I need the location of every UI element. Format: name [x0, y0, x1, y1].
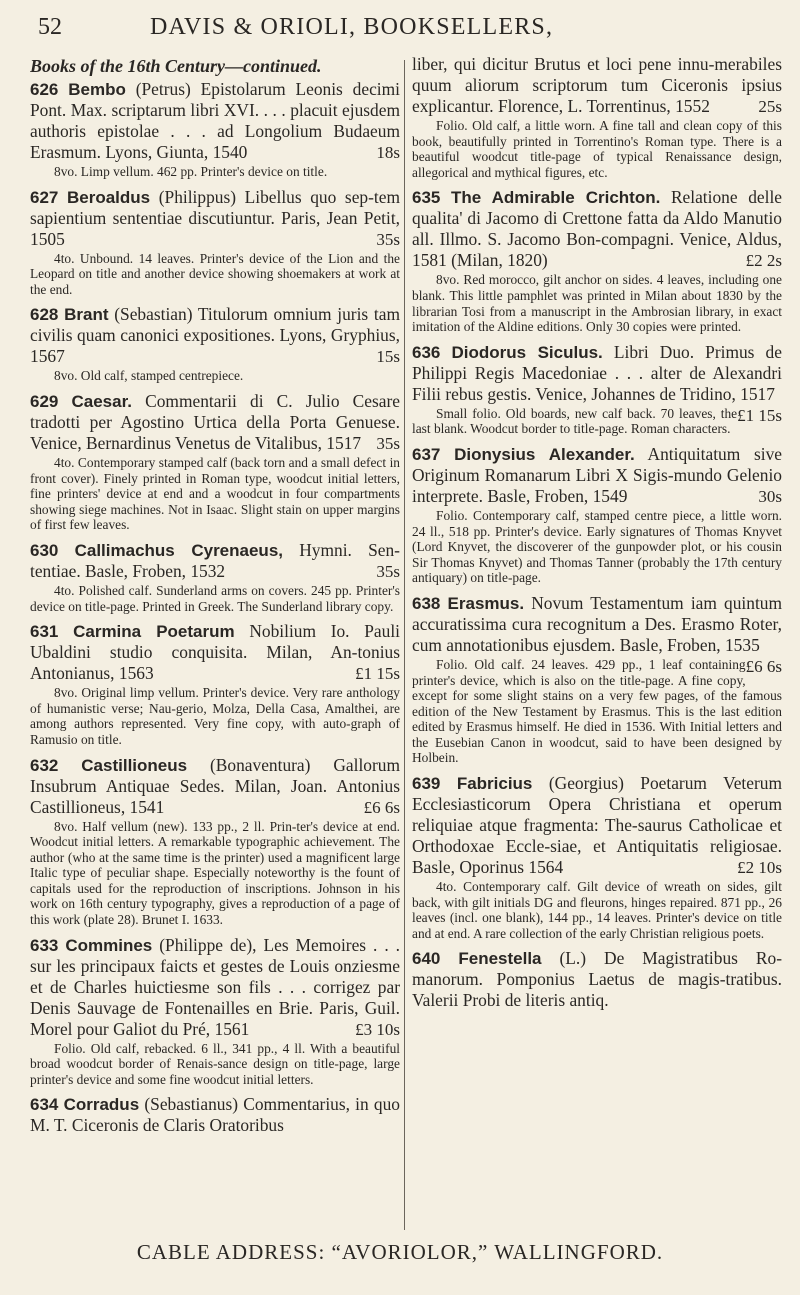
entry-description: Folio. Old calf, a little worn. A fine tall and clean copy of this book, beautifully printed in Torrentino's Roman type. There is a beautiful woodcut title-page of typical Renaissance design, allegorical and mythical figures, etc.: [412, 118, 782, 180]
entry-heading: [412, 948, 782, 1011]
entry-heading: [30, 79, 400, 163]
entry-title-text: (Philippus) Libellus quo sep-tem sapientium sententiae discutiuntur. Paris, Jean Petit, 1505: [30, 186, 400, 249]
entry-author: Corradus: [63, 1095, 140, 1115]
section-title: Books of the 16th Century—continued.: [30, 56, 322, 76]
entry-title-text: (Petrus) Epistolarum Leonis decimi Pont. Max. scriptarum libri XVI. . . . placuit ejusdem authoris epistolae . . . ad Longolium Budaeum Erasmum. Lyons, Giunta, 1540: [30, 79, 400, 162]
entry-author: Castillioneus: [81, 755, 188, 775]
entry-price: 15s: [376, 347, 400, 367]
catalogue-entry: [30, 935, 400, 1088]
entry-description: 4to. Contemporary calf. Gilt device of wreath on sides, gilt back, with gilt initials DG and fleurons, hinges repaired. 871 pp., 26 leaves (incl. one blank), 144 pp., 14 leaves. Printer's device on title and at end. A rare collection of the early Christian religious poets.: [412, 879, 782, 941]
page-header: [30, 4, 770, 56]
column-divider: [404, 60, 405, 1230]
entry-title-text: liber, qui dicitur Brutus et loci pene innu-merabiles quum aliorum scriptorum tum Ciceronis ipsius explicantur. Florence, L. Torrentinus, 1552: [412, 54, 782, 116]
entry-price: 30s: [758, 486, 782, 506]
entry-description: 4to. Contemporary stamped calf (back torn and a small defect in front cover). Finely printed in Roman type, woodcut initial letters, fine printers' device at end and a woodcut in four compartments showing siege machines. Not in Isaac. Slight stain on upper margins of first few leaves.: [30, 454, 400, 533]
entry-heading: [30, 755, 400, 818]
entry-heading: [30, 935, 400, 1040]
catalogue-entry: [412, 54, 782, 180]
right-column: [412, 54, 782, 1234]
entry-author: Bembo: [68, 80, 126, 99]
lot-number: 626: [30, 80, 59, 99]
catalogue-entry: [30, 304, 400, 384]
lot-number: 631: [30, 622, 59, 642]
entry-heading: [30, 391, 400, 454]
lot-number: 628: [30, 305, 59, 325]
lot-number: 627: [30, 187, 59, 207]
catalogue-entry: [412, 948, 782, 1011]
entry-title-text: Relatione delle qualita' di Jacomo di Crettone fatta da Aldo Manutio all. Illmo. S. Jacomo Bon-compagni. Venice, Aldus, 1581 (Milan, 1820): [412, 187, 782, 271]
entry-price: £3 10s: [355, 1019, 400, 1039]
entry-price: 35s: [376, 433, 400, 453]
entry-price: £6 6s: [363, 797, 400, 817]
entry-title-text: Libri Duo. Primus de Philippi Regis Macedoniae . . . alter de Alexandri Filii rebus gestis. Venice, Johannes de Tridino, 1517: [412, 341, 782, 404]
lot-number: 632: [30, 755, 59, 775]
catalogue-entry: [412, 593, 782, 766]
entry-author: Beroaldus: [66, 187, 151, 207]
entry-description: Small folio. Old boards, new calf back. 70 leaves, the last blank. Woodcut border to title-page. Roman characters.: [412, 405, 738, 437]
catalogue-entry: [30, 79, 400, 180]
entry-title-text: (Georgius) Poetarum Veterum Ecclesiasticorum Opera Christiana et operum reliquiae atque fragmenta: The-saurus Catholicae et Orthodoxae Eccle-siae, et Antiquitatis religiosae. Basle, Oporinus 1564: [412, 773, 782, 878]
entry-author: The Admirable Crichton.: [451, 188, 661, 208]
entry-title-text: (Sebastianus) Commentarius, in quo M. T. Ciceronis de Claris Oratoribus: [30, 1094, 400, 1136]
entry-heading: [412, 592, 782, 676]
page-number: 52: [38, 14, 62, 40]
catalogue-entry: [412, 342, 782, 437]
entry-description: Folio. Old calf, rebacked. 6 ll., 341 pp., 4 ll. With a beautiful broad woodcut border of Renais-sance design on title-page, large printer's device and some fine woodcut initial letters.: [30, 1040, 400, 1087]
entry-description: 4to. Polished calf. Sunderland arms on covers. 245 pp. Printer's device on title-page. Printed in Greek. The Sunderland library copy.: [30, 582, 400, 614]
entry-title-text: Hymni. Sen-tentiae. Basle, Froben, 1532: [30, 539, 400, 581]
entry-description: 8vo. Limp vellum. 462 pp. Printer's device on title.: [54, 164, 328, 179]
entry-author: Callimachus Cyrenaeus,: [74, 540, 283, 560]
catalogue-entry: [30, 187, 400, 298]
entry-description: 8vo. Old calf, stamped centrepiece.: [54, 368, 244, 384]
entry-author: Commines: [65, 935, 153, 955]
entry-title-text: (Bonaventura) Gallorum Insubrum Antiquae Sedes. Milan, Joan. Antonius Castillioneus, 1541: [30, 754, 400, 817]
lot-number: 629: [30, 391, 59, 411]
lot-number: 635: [412, 188, 441, 208]
entry-price: 35s: [376, 561, 400, 581]
entry-author: Dionysius Alexander.: [454, 444, 635, 464]
catalogue-entry: [412, 773, 782, 941]
entry-heading: [30, 187, 400, 250]
entry-author: Fenestella: [458, 949, 542, 969]
catalogue-entry: [30, 391, 400, 533]
catalogue-entry: [30, 621, 400, 747]
entry-heading: [412, 444, 782, 507]
entry-price: £1 15s: [355, 664, 400, 684]
entry-heading: [30, 304, 400, 367]
entry-description: 4to. Unbound. 14 leaves. Printer's device of the Lion and the Leopard on title and another device showing shoemakers at work at the end.: [30, 250, 400, 297]
entry-description: Folio. Old calf. 24 leaves. 429 pp., 1 leaf containing printer's device, which is also on the title-page. A fine copy, except for some slight stains on a very few pages, of the famous edition of the New Testament by Erasmus. This is the last edition edited by Erasmus himself. He died in 1536. With Initial letters and the Eusebian Canon in woodcut, said to have been designed by Holbein.: [412, 656, 782, 766]
lot-number: 636: [412, 342, 441, 362]
running-head: DAVIS & ORIOLI, BOOKSELLERS,: [150, 14, 554, 40]
entry-heading: [412, 187, 782, 271]
lot-number: 640: [412, 949, 441, 969]
entry-title-text: (L.) De Magistratibus Ro-manorum. Pomponius Laetus de magis-tratibus. Valerii Probi de literis antiq.: [412, 948, 782, 1011]
entry-title-text: Nobilium Io. Pauli Ubaldini studio conquisita. Milan, An-tonius Antonianus, 1563: [30, 621, 400, 684]
entry-heading: [412, 54, 782, 117]
entry-author: Caesar.: [71, 391, 132, 411]
entry-description: Folio. Contemporary calf, stamped centre piece, a little worn. 24 ll., 518 pp. Printer's device. Early signatures of Thomas Knyvet (Lord Knyvet, the discoverer of the gunpowder plot, or his cousin Sir Thomas Knyvet) and Thomas Tanner (probably the 17th century antiquary) on title-page.: [412, 507, 782, 586]
lot-number: 639: [412, 774, 441, 794]
entry-price: 35s: [376, 229, 400, 249]
entry-price: £2 10s: [737, 858, 782, 878]
entry-title-text: Novum Testamentum iam quintum accuratissima cura recognitum a Des. Erasmo Roter, cum annotationibus ejusdem. Basle, Froben, 1535: [412, 592, 782, 655]
catalogue-entry: [30, 755, 400, 928]
lot-number: 634: [30, 1095, 59, 1115]
lot-number: 637: [412, 444, 441, 464]
left-column: [30, 54, 400, 1234]
entry-price: £1 15s: [737, 405, 782, 425]
catalogue-entry: [30, 540, 400, 614]
left-entry-list: [30, 79, 400, 1136]
entry-price: 18s: [376, 143, 400, 162]
entry-title-text: Antiquitatum sive Originum Romanarum Libri X Sigis-mundo Gelenio interprete. Basle, Froben, 1549: [412, 443, 782, 506]
catalogue-entry: [30, 1094, 400, 1136]
entry-price: 25s: [758, 97, 782, 116]
right-entry-list: [412, 54, 782, 1011]
entry-heading: [30, 621, 400, 684]
entry-title-text: (Sebastian) Titulorum omnium juris tam civilis quam canonici expositiones. Lyons, Gryphius, 1567: [30, 304, 400, 367]
entry-price: £2 2s: [745, 251, 782, 271]
entry-title-text: (Philippe de), Les Memoires . . . sur les principaux faicts et gestes de Louis onziesme et de Charles huictiesme son fils . . . corrigez par Denis Sauvage de Fontenailles en Brie. Paris, Guil. Morel pour Galiot du Pré, 1561: [30, 934, 400, 1039]
entry-author: Carmina Poetarum: [73, 622, 235, 642]
page-footer: CABLE ADDRESS: “AVORIOLOR,” WALLINGFORD.: [136, 1240, 664, 1264]
entry-heading: [30, 540, 400, 582]
entry-price: £6 6s: [745, 656, 782, 676]
lot-number: 630: [30, 540, 59, 560]
entry-description: 8vo. Half vellum (new). 133 pp., 2 ll. Prin-ter's device at end. Woodcut initial letters. A remarkable typographic achievement. The author (who at the same time is the printer) used a magnificent large Italic type of peculiar shape. Especially noteworthy is the fount of capitals used for the reproduction of inscriptions. Johnson in his work on 16th century typography, gives a reproduction of a page of this work (plate 28). Brunet I. 1633.: [30, 818, 400, 928]
lot-number: 633: [30, 935, 59, 955]
entry-heading: [30, 1094, 400, 1136]
entry-description: 8vo. Red morocco, gilt anchor on sides. 4 leaves, including one blank. This little pamphlet was printed in Milan about 1830 by the librarian Tosi from a manuscript in the Ambrosian library, in exact imitation of the Aldine editions. Only 30 copies were printed.: [412, 272, 782, 335]
entry-description: 8vo. Original limp vellum. Printer's device. Very rare anthology of humanistic verse; Nau-gerio, Molza, Della Casa, Amalthei, are among authors represented. Very fine copy, with auto-graph of Ramusio on title.: [30, 685, 400, 747]
entry-title-text: Commentarii di C. Julio Cesare tradotti per Agostino Urtica della Porta Genuese. Venice, Bernardinus Venetus de Vitalibus, 1517: [30, 390, 400, 453]
entry-author: Brant: [64, 305, 109, 325]
entry-author: Fabricius: [456, 774, 533, 794]
entry-heading: [412, 773, 782, 878]
catalogue-entry: [412, 187, 782, 334]
catalogue-entry: [412, 444, 782, 586]
lot-number: 638: [412, 593, 441, 613]
entry-author: Diodorus Siculus.: [451, 342, 603, 362]
entry-author: Erasmus.: [447, 593, 525, 613]
